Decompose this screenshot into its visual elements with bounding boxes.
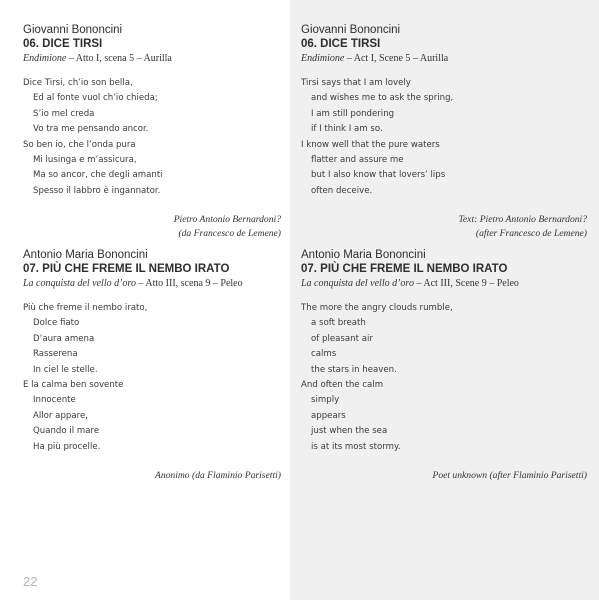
verse-line: Vo tra me pensando ancor. [33, 124, 149, 135]
source-detail: – Act III, Scene 9 – Peleo [413, 278, 519, 289]
verse-line: is at its most stormy. [311, 441, 401, 452]
credit-line: Anonimo (da Flaminio Parisetti) [154, 470, 281, 482]
composer-name: Giovanni Bononcini [23, 24, 123, 36]
verse-line: In ciel le stelle. [33, 364, 98, 375]
verse-line: Ha più procelle. [33, 441, 101, 452]
verse-line: I know well that the pure waters [301, 139, 440, 150]
song-06-english [301, 23, 587, 241]
verse-line: the stars in heaven. [311, 364, 397, 375]
verse-line: Dolce fiato [33, 318, 80, 329]
song-title: 06. DICE TIRSI [23, 38, 103, 50]
verse-line: Rasserena [33, 349, 78, 360]
source-line [301, 277, 587, 291]
page-number: 22 [23, 574, 38, 589]
verse-line: So ben io, che l’onda pura [23, 139, 136, 150]
credit-line: (da Francesco de Lemene) [178, 228, 281, 240]
credit-line: Text: Pietro Antonio Bernardoni? [458, 214, 587, 226]
verse-line: Innocente [33, 395, 76, 406]
verse-line: Ma so ancor, che degli amanti [33, 170, 163, 181]
verse-line: The more the angry clouds rumble, [301, 303, 453, 313]
source-work: Endimione [301, 53, 345, 64]
verse-line: but I also know that lovers’ lips [311, 170, 446, 181]
verse-line: Ed al fonte vuol ch’io chieda; [33, 93, 158, 104]
verse-line: D’aura amena [33, 333, 95, 344]
verse-line: Tirsi says that I am lovely [301, 78, 411, 88]
song-06-italian [23, 23, 281, 241]
verse-line: if I think I am so. [311, 124, 383, 135]
verse-line: calms [311, 349, 337, 360]
verse-line: Spesso il labbro è ingannator. [33, 185, 161, 196]
source-detail: – Atto I, scena 5 – Aurilla [66, 53, 172, 64]
song-title: 07. PIÙ CHE FREME IL NEMBO IRATO [23, 263, 230, 275]
source-line [23, 52, 281, 66]
song-title: 06. DICE TIRSI [301, 38, 381, 50]
verse-line: flatter and assure me [311, 155, 404, 166]
text-credit [23, 469, 281, 483]
verse-line: a soft breath [311, 318, 366, 329]
source-work: La conquista del vello d’oro [23, 278, 136, 289]
composer-name: Antonio Maria Bononcini [23, 249, 148, 261]
credit-line: Poet unknown (after Flaminio Parisetti) [432, 470, 587, 482]
verse-line: Dice Tirsi, ch’io son bella, [23, 78, 133, 88]
credit-line: Pietro Antonio Bernardoni? [173, 214, 281, 226]
composer-name: Antonio Maria Bononcini [301, 249, 426, 261]
left-page-italian [0, 0, 290, 600]
source-work: La conquista del vello d’oro [301, 278, 414, 289]
verse-line: simply [311, 395, 340, 406]
verse-line: Più che freme il nembo irato, [23, 303, 148, 313]
source-line [301, 52, 587, 66]
source-line [23, 277, 281, 291]
verse-line: And often the calm [301, 380, 384, 391]
verse-line: just when the sea [311, 426, 388, 437]
verse-line: I am still pondering [311, 108, 395, 119]
song-07-italian [23, 248, 281, 483]
verse-line: appears [311, 410, 346, 421]
source-work: Endimione [23, 53, 67, 64]
verse-lines [301, 301, 587, 455]
verse-lines [23, 301, 281, 455]
verse-line: Mi lusinga e m’assicura, [33, 155, 137, 166]
composer-name: Giovanni Bononcini [301, 24, 401, 36]
source-detail: – Atto III, scena 9 – Peleo [135, 278, 243, 289]
text-credit [23, 213, 281, 241]
right-page-english [290, 0, 599, 600]
verse-lines [23, 76, 281, 199]
verse-line: Allor appare, [33, 410, 88, 421]
verse-line: S’io mel creda [33, 108, 95, 119]
verse-lines [301, 76, 587, 199]
text-credit [301, 469, 587, 483]
verse-line: Quando il mare [33, 426, 100, 437]
verse-line: and wishes me to ask the spring, [311, 93, 454, 104]
source-detail: – Act I, Scene 5 – Aurilla [344, 53, 449, 64]
verse-line: often deceive. [311, 185, 373, 196]
verse-line: of pleasant air [311, 333, 373, 344]
song-title: 07. PIÙ CHE FREME IL NEMBO IRATO [301, 263, 508, 275]
credit-line: (after Francesco de Lemene) [475, 228, 587, 240]
verse-line: E la calma ben sovente [23, 380, 124, 391]
text-credit [301, 213, 587, 241]
song-07-english [301, 248, 587, 483]
